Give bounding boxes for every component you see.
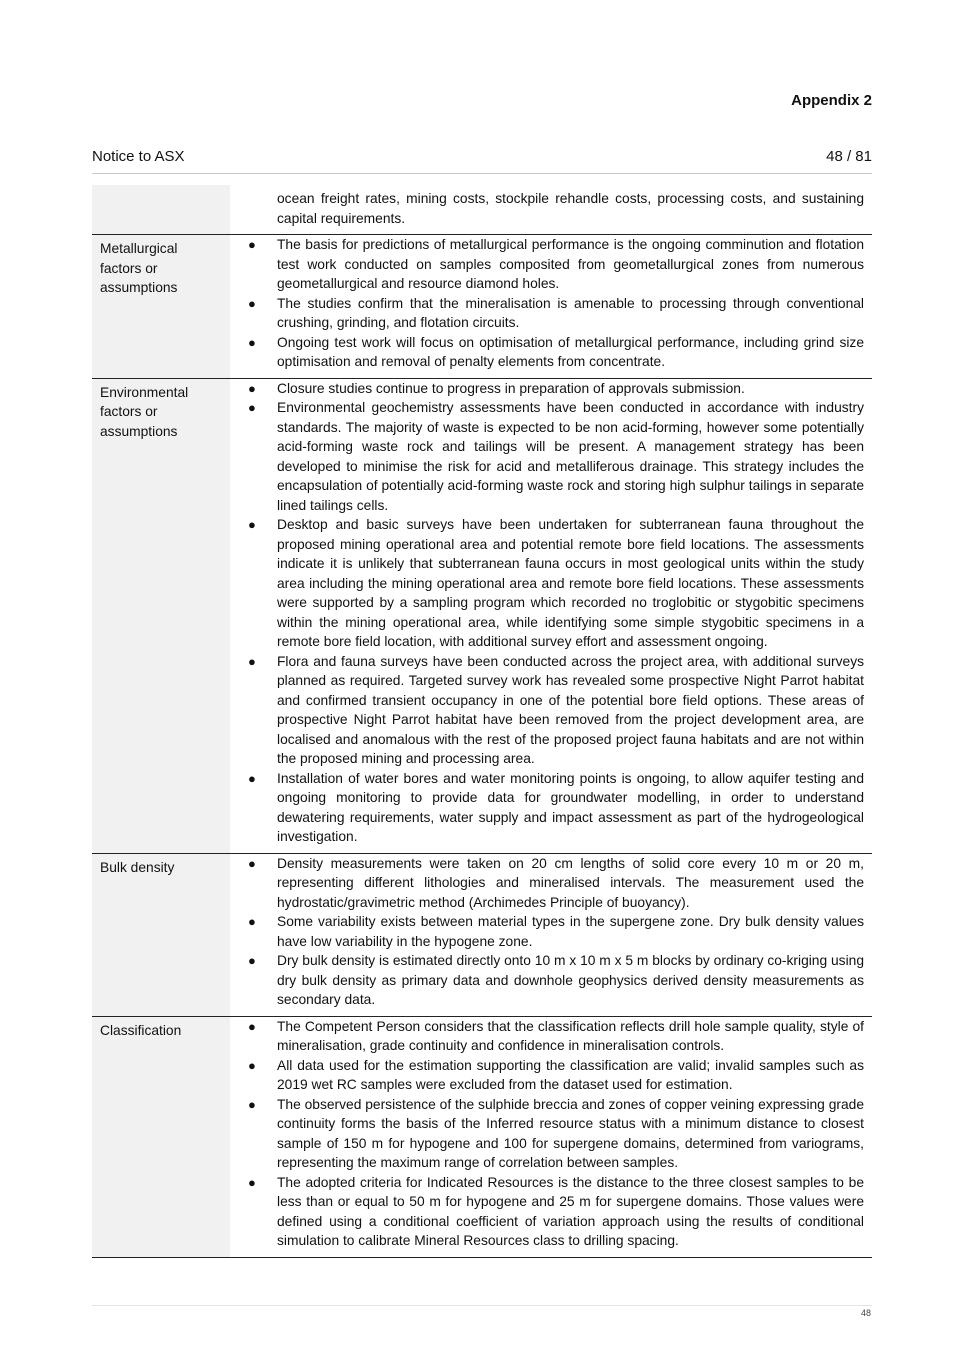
bullet-icon: ● [248, 855, 256, 871]
bullet-icon: ● [248, 237, 256, 252]
bullet-text: The Competent Person considers that the classification reflects drill hole sample quality, style of mineralisation, grade continuity and confidence in mineralisation controls. [277, 1018, 864, 1053]
factors-table [92, 185, 872, 1258]
bullet-text: Installation of water bores and water monitoring points is ongoing, to allow aquifer testing and ongoing monitoring to provide data for groundwater modelling, in order to understand dewatering requirements, water supply and impact assessment as part of the hydrogeological investigation. [277, 770, 864, 844]
bullet-item [230, 1095, 864, 1173]
footer-divider [92, 1305, 872, 1306]
row-content-metallurgical [230, 235, 872, 379]
bullet-icon: ● [248, 1174, 256, 1190]
bullet-item [230, 379, 864, 399]
table-row-bulk-density [92, 853, 872, 1016]
bullet-text: Desktop and basic surveys have been undertaken for subterranean fauna throughout the proposed mining operational area and potential remote bore field locations. The assessments indicate it is unlikely that subterranean fauna occurs in most geological units within the study area including the mining operational area and remote bore field locations. These assessments were supported by a sampling program which recorded no troglobitic or stygobitic specimens within the mining operational area, while identifying some simple stygobitic specimens in a remote bore field location, with additional survey effort and assessment ongoing. [277, 517, 864, 649]
bullet-text: Density measurements were taken on 20 cm lengths of solid core every 10 m or 20 m, representing different lithologies and mineralised intervals. The measurement used the hydrostatic/gravimetric method (Archimedes Principle of buoyancy). [277, 855, 864, 910]
bullet-icon: ● [248, 517, 256, 532]
bullet-item [230, 1017, 864, 1056]
bullet-text: Closure studies continue to progress in preparation of approvals submission. [277, 380, 745, 396]
table-row-metallurgical [92, 235, 872, 379]
row-label-bulk-density: Bulk density [92, 853, 230, 1016]
bullet-text: The adopted criteria for Indicated Resources is the distance to the three closest samples to be less than or equal to 50 m for hypogene and 25 m for supergene domains. Those values were defined using a conditional coefficient of variation approach using the results of conditional simulation to calibrate Mineral Resources class to drilling spacing. [277, 1174, 864, 1248]
bullet-item [230, 1173, 864, 1251]
bullet-item [230, 235, 864, 294]
bullet-icon: ● [248, 953, 256, 968]
bullet-text: The observed persistence of the sulphide breccia and zones of copper veining expressing grade continuity forms the basis of the Inferred resource status with a minimum distance to closest sample of 150 m for hypogene and 100 for supergene domains, determined from variograms, representing the maximum range of correlation between samples. [277, 1096, 864, 1170]
bullet-item [230, 951, 864, 1010]
row-content-bulk-density [230, 853, 872, 1016]
bullet-icon: ● [248, 400, 256, 415]
bullet-icon: ● [248, 380, 256, 396]
page-indicator: 48 / 81 [826, 148, 872, 165]
table-row-continuation [92, 185, 872, 235]
bullet-text: Environmental geochemistry assessments have been conducted in accordance with industry standards. The majority of waste is expected to be non acid-forming, however some potentially acid-forming waste rock and tailings will be present. A management strategy has been developed to minimise the risk for acid and metalliferous drainage. This strategy includes the encapsulation of potentially acid-forming waste rock and storing high sulphur tailings in separate lined tailings cells. [277, 400, 864, 513]
header-divider [92, 173, 872, 174]
bullet-text: Some variability exists between material types in the supergene zone. Dry bulk density values have low variability in the hypogene zone. [277, 914, 864, 949]
bullet-text: Flora and fauna surveys have been conducted across the project area, with additional surveys planned as required. Targeted survey work has revealed some prospective Night Parrot habitat and confirmed transient occupancy in one of the potential bore field options. These areas of prospective Night Parrot habitat have been removed from the project development area, are localised and anomalous with the rest of the proposed project fauna habitats and are not within the proposed mining and processing area. [277, 653, 864, 766]
row-content-classification [230, 1016, 872, 1257]
bullet-icon: ● [248, 1096, 256, 1112]
row-label-environmental: Environmental factors or assumptions [92, 378, 230, 853]
bullet-text: The basis for predictions of metallurgical performance is the ongoing comminution and flotation test work conducted on samples composited from geometallurgical zones from numerous geometallurgical and resource diamond holes. [277, 237, 864, 291]
bullet-item [230, 333, 864, 372]
bullet-text: All data used for the estimation supporting the classification are valid; invalid samples such as 2019 wet RC samples were excluded from the dataset used for estimation. [277, 1057, 864, 1092]
continuation-label-cell [92, 185, 230, 235]
bullet-item [230, 398, 864, 515]
bullet-item [230, 854, 864, 913]
appendix-label: Appendix 2 [791, 92, 872, 109]
bullet-icon: ● [248, 1057, 256, 1073]
page-header [92, 148, 872, 165]
bullet-icon: ● [248, 653, 256, 669]
page-number: 48 [860, 1308, 871, 1318]
document-title: Notice to ASX [92, 148, 185, 165]
bullet-icon: ● [248, 1018, 256, 1034]
bullet-item [230, 515, 864, 652]
bullet-item [230, 1056, 864, 1095]
row-content-environmental [230, 378, 872, 853]
bullet-item [230, 652, 864, 769]
continuation-text: ocean freight rates, mining costs, stockpile rehandle costs, processing costs, and sustaining capital requirements. [277, 191, 864, 226]
bullet-item [230, 294, 864, 333]
row-label-classification: Classification [92, 1016, 230, 1257]
bullet-icon: ● [248, 334, 256, 350]
bullet-item [230, 769, 864, 847]
bullet-text: Ongoing test work will focus on optimisation of metallurgical performance, including grind size optimisation and removal of penalty elements from concentrate. [277, 334, 864, 369]
continuation-content-cell [230, 185, 872, 235]
bullet-text: Dry bulk density is estimated directly onto 10 m x 10 m x 5 m blocks by ordinary co-kriging using dry bulk density as primary data and downhole geophysics derived density measurements as secondary data. [277, 953, 864, 1007]
table-row-environmental [92, 378, 872, 853]
bullet-text: The studies confirm that the mineralisation is amenable to processing through conventional crushing, grinding, and flotation circuits. [277, 295, 864, 330]
table-row-classification [92, 1016, 872, 1257]
bullet-icon: ● [248, 914, 256, 929]
bullet-icon: ● [248, 295, 256, 311]
bullet-item [230, 912, 864, 951]
row-label-metallurgical: Metallurgical factors or assumptions [92, 235, 230, 379]
bullet-icon: ● [248, 770, 256, 786]
